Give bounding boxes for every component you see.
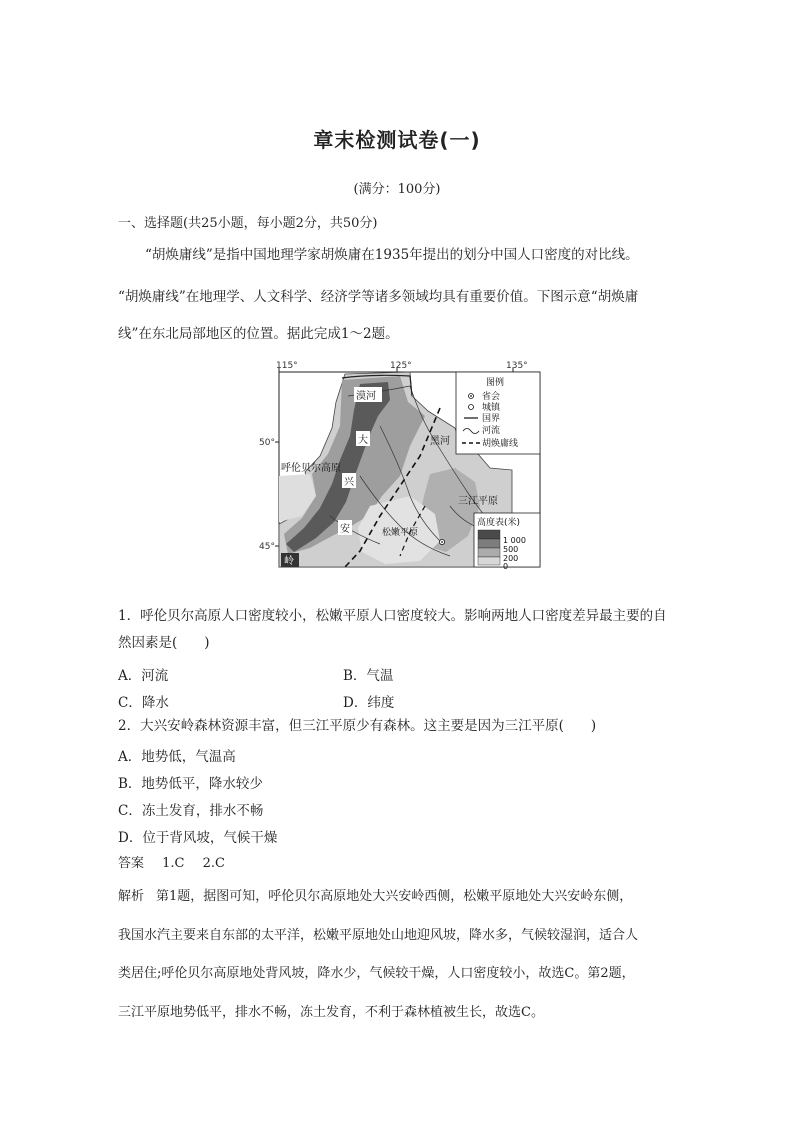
q1-option-a: A．河流 [118,668,169,684]
lon-label-135: 135° [506,361,528,371]
answer-label: 答案 [118,856,145,871]
legend-item-border: 国界 [482,414,501,424]
q2-option-a: A．地势低，气温高 [118,749,236,765]
explanation-line-4: 三江平原地势低平，排水不畅，冻土发育，不利于森林植被生长，故选C。 [118,1004,544,1020]
label-an: 安 [340,524,350,535]
label-da: 大 [358,435,368,446]
elevation-swatch-200 [478,548,500,557]
legend-item-river: 河流 [482,426,501,436]
legend-item-huline: 胡焕庸线 [482,439,519,449]
intro-line-3: 线”在东北局部地区的位置。据此完成1～2题。 [118,326,399,342]
label-xing: 兴 [344,477,354,488]
answer-line [118,852,225,871]
label-songnen: 松嫩平原 [382,528,419,538]
page-title: 章末检测试卷(一) [313,128,481,152]
lon-label-115: 115° [276,361,298,371]
q2-option-b: B．地势低平，降水较少 [118,776,263,792]
lat-label-45: 45° [259,542,275,552]
explanation-line-3: 类居住;呼伦贝尔高原地处背风坡，降水少，气候较干燥，人口密度较小，故选C。第2题， [118,966,635,981]
legend-item-town: 城镇 [482,403,501,413]
elevation-swatch-1000 [478,530,500,539]
elevation-swatch-500 [478,539,500,548]
label-ling: 岭 [284,556,294,567]
answer-2: 2.C [202,856,226,871]
elevation-level-1000: 1 000 [503,536,526,545]
q1-stem-line-2: 然因素是( ) [118,635,210,651]
explanation-line-1: 解析 第1题，据图可知，呼伦贝尔高原地处大兴安岭西侧，松嫩平原地处大兴安岭东侧， [118,889,633,904]
hu-line-map [250,356,550,571]
legend-item-capital: 省会 [482,392,501,402]
legend-title: 图例 [486,378,505,388]
explanation-line-2: 我国水汽主要来自东部的太平洋，松嫩平原地处山地迎风坡，降水多，气候较湿润，适合人 [118,927,639,943]
town-legend-icon [469,405,474,410]
section-heading: 一、选择题(共25小题，每小题2分，共50分) [118,216,378,231]
intro-line-1: “胡焕庸线”是指中国地理学家胡焕庸在1935年提出的划分中国人口密度的对比线。 [145,247,639,263]
q1-option-c: C．降水 [118,695,169,711]
q2-option-d: D．位于背风坡，气候干燥 [118,830,278,846]
lon-label-125: 125° [390,361,412,371]
label-mohe: 漠河 [356,391,376,402]
elevation-title: 高度表(米) [477,518,521,528]
q1-option-b: B．气温 [343,668,394,684]
q2-stem: 2．大兴安岭森林资源丰富，但三江平原少有森林。这主要是因为三江平原( ) [118,718,597,734]
elevation-swatch-0 [478,557,500,565]
label-sanjiang: 三江平原 [458,496,498,507]
q1-option-d: D．纬度 [343,695,395,711]
elevation-level-500: 500 [503,545,519,554]
q1-stem-line-1: 1．呼伦贝尔高原人口密度较小，松嫩平原人口密度较大。影响两地人口密度差异最主要的自 [118,608,667,624]
explanation [118,878,690,1032]
elevation-level-200: 200 [503,554,519,563]
answer-1: 1.C [162,856,185,871]
label-heihe: 黑河 [430,436,450,447]
full-score: (满分：100分) [353,182,441,197]
q2-option-c: C．冻土发育，排水不畅 [118,803,264,819]
lat-label-50: 50° [259,438,275,448]
label-hulunbuir: 呼伦贝尔高原 [281,463,341,474]
explanation-label: 解析 [118,889,145,904]
elevation-level-0: 0 [503,562,509,571]
intro-line-2: “胡焕庸线”在地理学、人文科学、经济学等诸多领域均具有重要价值。下图示意“胡焕庸 [118,289,639,305]
